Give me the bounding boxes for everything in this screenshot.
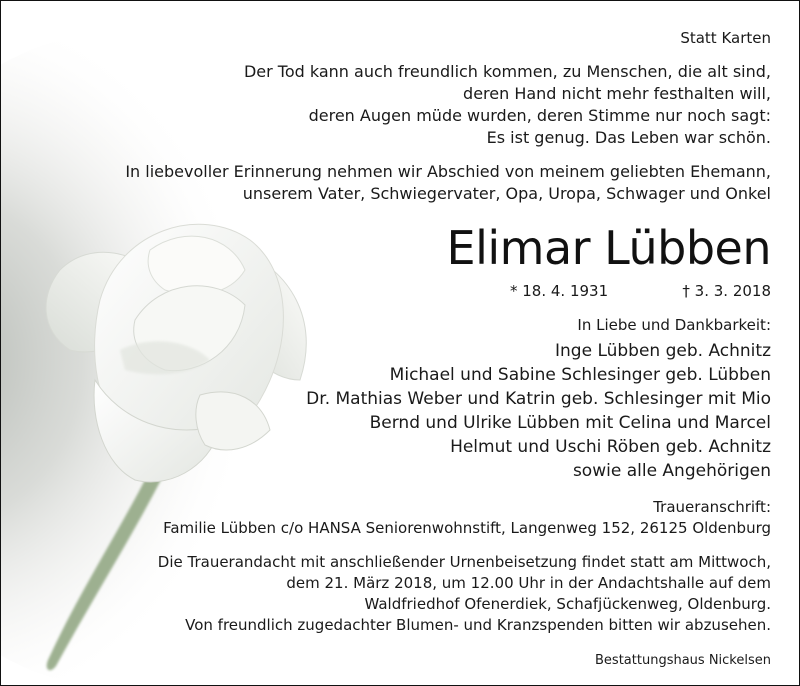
poem-line: Es ist genug. Das Leben war schön. <box>486 128 771 147</box>
mourner-line: Dr. Mathias Weber und Katrin geb. Schlesinger mit Mio <box>306 389 771 409</box>
deceased-name: Elimar Lübben <box>446 221 771 275</box>
mourner-line: sowie alle Angehörigen <box>572 461 771 481</box>
ceremony-line: Waldfriedhof Ofenerdiek, Schafjückenweg, Oldenburg. <box>364 595 771 613</box>
mourner-line: Bernd und Ulrike Lübben mit Celina und Marcel <box>369 413 771 433</box>
death-date: † 3. 3. 2018 <box>682 282 771 300</box>
intro-line: unserem Vater, Schwiegervater, Opa, Uropa, Schwager und Onkel <box>242 184 771 203</box>
life-dates <box>0 280 800 302</box>
mourners-heading: In Liebe und Dankbarkeit: <box>577 316 771 334</box>
birth-date: * 18. 4. 1931 <box>510 282 609 300</box>
header-statt-karten: Statt Karten <box>680 29 771 47</box>
address-text: Familie Lübben c/o HANSA Seniorenwohnstift, Langenweg 152, 26125 Oldenburg <box>163 519 771 537</box>
poem-line: deren Hand nicht mehr festhalten will, <box>463 84 771 103</box>
ceremony-line: dem 21. März 2018, um 12.00 Uhr in der Andachtshalle auf dem <box>286 574 771 592</box>
funeral-home: Bestattungshaus Nickelsen <box>595 653 771 668</box>
ceremony-line: Die Trauerandacht mit anschließender Urnenbeisetzung findet statt am Mittwoch, <box>157 553 771 571</box>
ceremony-line: Von freundlich zugedachter Blumen- und Kranzspenden bitten wir abzusehen. <box>185 616 771 634</box>
poem-line: Der Tod kann auch freundlich kommen, zu Menschen, die alt sind, <box>243 62 771 81</box>
mourner-line: Inge Lübben geb. Achnitz <box>555 341 771 361</box>
intro-line: In liebevoller Erinnerung nehmen wir Abschied von meinem geliebten Ehemann, <box>125 162 771 181</box>
mourner-line: Michael und Sabine Schlesinger geb. Lübben <box>389 365 771 385</box>
address-label: Traueranschrift: <box>653 498 771 516</box>
mourner-line: Helmut und Uschi Röben geb. Achnitz <box>450 437 771 457</box>
poem-line: deren Augen müde wurden, deren Stimme nur noch sagt: <box>308 106 771 125</box>
